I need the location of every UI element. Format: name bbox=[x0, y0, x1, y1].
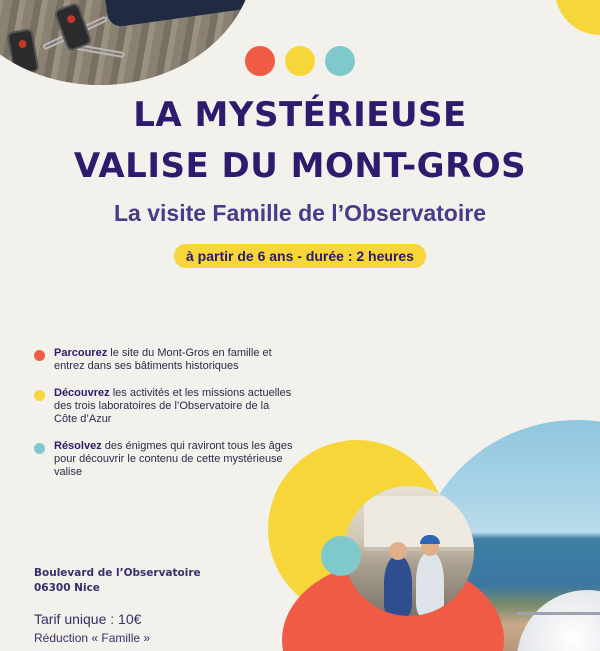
address bbox=[34, 566, 201, 596]
price-reduction: Réduction « Famille » bbox=[34, 631, 151, 645]
list-item bbox=[34, 387, 294, 426]
age-duration-badge: à partir de 6 ans - durée : 2 heures bbox=[174, 244, 426, 268]
address-street: Boulevard de l’Observatoire bbox=[34, 567, 201, 579]
bullet-keyword: Découvrez bbox=[54, 387, 110, 399]
bullet-text: les activités et les missions actuelles des trois laboratoires de l’Observatoire de la Côte d’Azur bbox=[54, 387, 292, 425]
bullet-keyword: Parcourez bbox=[54, 347, 108, 359]
decorative-circle bbox=[555, 0, 600, 35]
yellow-dot bbox=[285, 46, 315, 76]
subtitle: La visite Famille de l’Observatoire bbox=[114, 200, 486, 226]
title-line-1: LA MYSTÉRIEUSE bbox=[133, 95, 467, 135]
decorative-dots bbox=[0, 46, 600, 76]
title-line-2: VALISE DU MONT-GROS bbox=[73, 146, 527, 186]
address-city: 06300 Nice bbox=[34, 582, 100, 594]
bullet-text: des énigmes qui raviront tous les âges pour découvrir le contenu de cette mystérieuse valise bbox=[54, 440, 293, 478]
children-photo bbox=[344, 486, 474, 616]
red-dot bbox=[245, 46, 275, 76]
bullet-dot bbox=[34, 443, 45, 454]
bullet-keyword: Résolvez bbox=[54, 440, 102, 452]
decorative-circle bbox=[321, 536, 361, 576]
list-item bbox=[34, 347, 294, 373]
bullet-dot bbox=[34, 350, 45, 361]
teal-dot bbox=[325, 46, 355, 76]
bullet-text: le site du Mont-Gros en famille et entrez dans ses bâtiments historiques bbox=[54, 347, 272, 372]
bullet-dot bbox=[34, 390, 45, 401]
price: Tarif unique : 10€ bbox=[34, 611, 142, 627]
bullet-list bbox=[34, 347, 294, 493]
list-item bbox=[34, 440, 294, 479]
observatory-dome bbox=[517, 590, 600, 651]
